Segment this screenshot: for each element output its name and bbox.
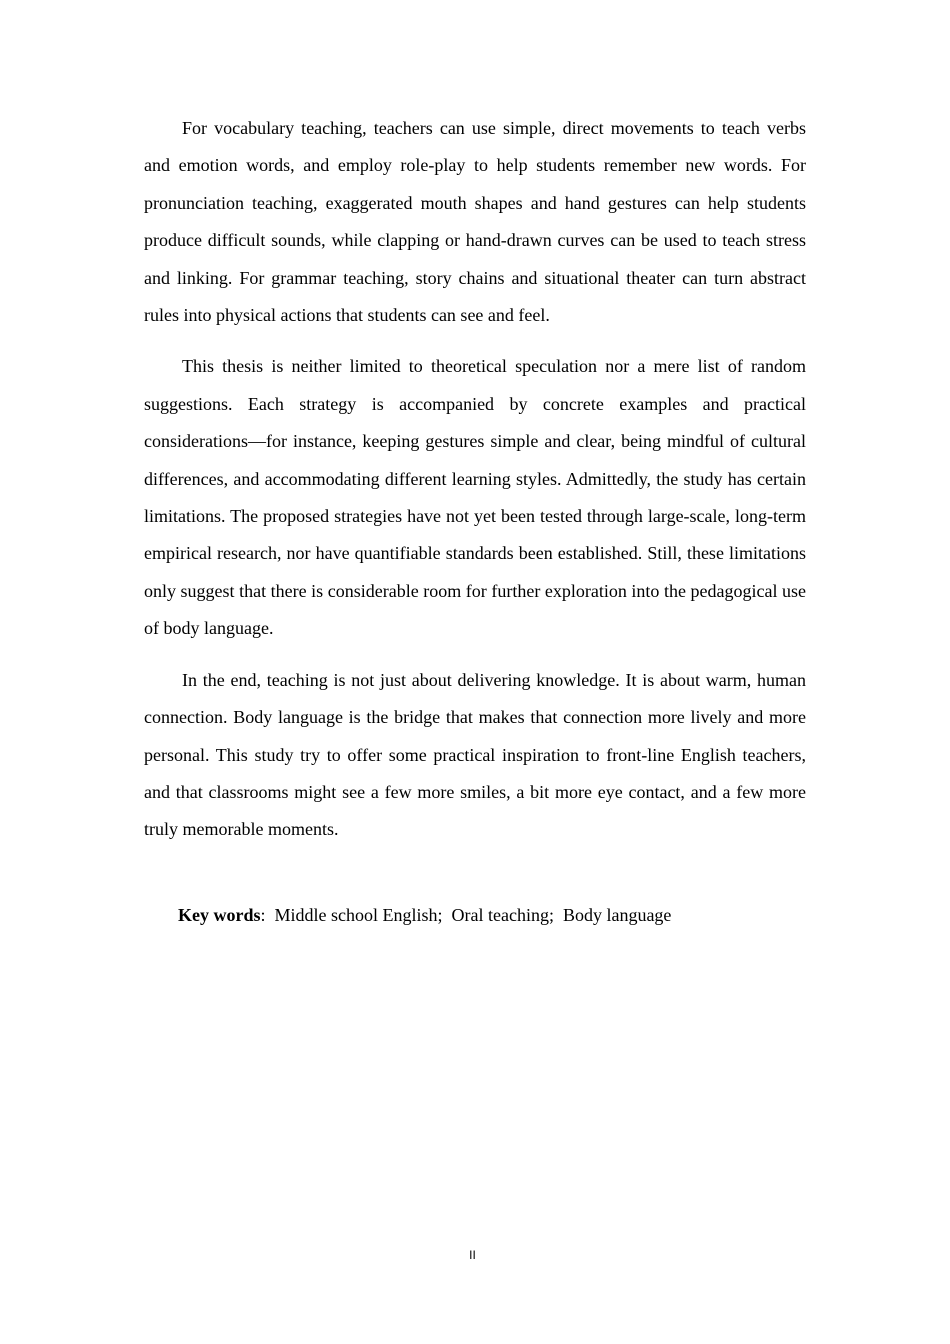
paragraph-vocabulary-pronunciation-grammar: For vocabulary teaching, teachers can use simple, direct movements to teach verbs and emotion words, and employ role-play to help students remember new words. For pronunciation teaching, exaggerated mouth shapes and hand gestures can help students produce difficult sounds, while clapping or hand-drawn curves can be used to teach stress and linking. For grammar teaching, story chains and situational theater can turn abstract rules into physical actions that students can see and feel.	[144, 118, 806, 326]
keywords-label: Key words	[178, 905, 261, 925]
page-number: II	[469, 1248, 476, 1262]
paragraph-conclusion: In the end, teaching is not just about delivering knowledge. It is about warm, human connection. Body language is the bridge that makes that connection more lively and more personal. This study try to offer some practical inspiration to front-line English teachers, and that classrooms might see a few more smiles, a bit more eye contact, and a few more truly memorable moments.	[144, 669, 806, 840]
keywords-line	[178, 901, 818, 929]
keywords-text: : Middle school English; Oral teaching; Body language	[260, 905, 672, 925]
paragraph-limitations: This thesis is neither limited to theoretical speculation nor a mere list of random suggestions. Each strategy is accompanied by concrete examples and practical considerations—for instance, keeping gestures simple and clear, being mindful of cultural differences, and accommodating different learning styles. Admittedly, the study has certain limitations. The proposed strategies have not yet been tested through large-scale, long-term empirical research, nor have quantifiable standards been established. Still, these limitations only suggest that there is considerable room for further exploration into the pedagogical use of body language.	[144, 356, 806, 639]
body-text	[144, 110, 806, 863]
